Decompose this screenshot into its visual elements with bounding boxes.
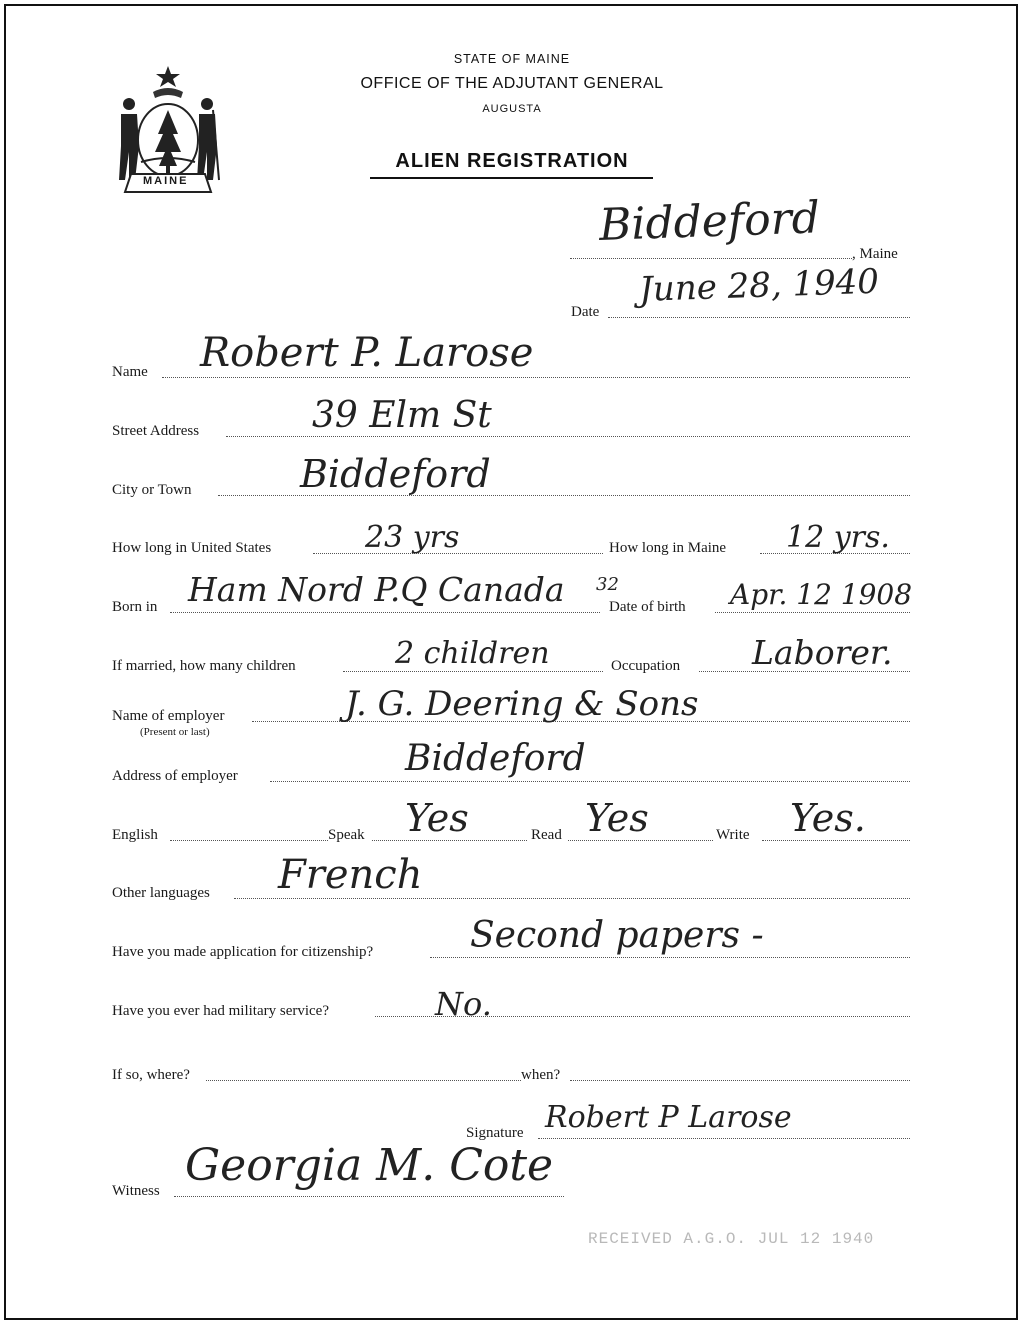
occupation-label: Occupation — [611, 658, 681, 674]
when-line — [570, 1080, 910, 1081]
title-underline — [370, 177, 653, 179]
seal-banner-text: MAINE — [143, 175, 189, 187]
english-label: English — [112, 827, 158, 843]
date-line — [608, 317, 910, 318]
city-heading: AUGUSTA — [482, 103, 542, 115]
military-label: Have you ever had military service? — [112, 1003, 329, 1019]
date-of-birth-label: Date of birth — [609, 599, 686, 615]
born-in-label: Born in — [112, 599, 158, 615]
other-languages-label: Other languages — [112, 885, 210, 901]
signature-line — [538, 1138, 910, 1139]
write-line — [762, 840, 910, 841]
date-of-birth-entry: Apr. 12 1908 — [730, 578, 913, 611]
witness-label: Witness — [112, 1183, 160, 1199]
witness-line — [174, 1196, 564, 1197]
read-entry: Yes — [585, 796, 649, 840]
street-address-label: Street Address — [112, 423, 200, 439]
date-of-birth-line — [715, 612, 910, 613]
other-languages-line — [234, 898, 910, 899]
how-long-maine-label: How long in Maine — [609, 540, 727, 556]
when-label: when? — [521, 1067, 561, 1083]
employer-address-label: Address of employer — [112, 768, 238, 784]
born-in-line — [170, 612, 600, 613]
street-address-line — [226, 436, 910, 437]
employer-entry: J. G. Deering & Sons — [345, 684, 699, 724]
citizenship-entry: Second papers - — [470, 915, 764, 956]
other-languages-entry: French — [278, 852, 423, 898]
city-or-town-entry: Biddeford — [300, 452, 491, 496]
if-so-where-line — [206, 1080, 521, 1081]
read-line — [568, 840, 713, 841]
date-label: Date — [571, 304, 600, 320]
office-heading: OFFICE OF THE ADJUTANT GENERAL — [360, 75, 664, 92]
military-entry: No. — [435, 985, 492, 1023]
how-long-us-label: How long in United States — [112, 540, 272, 556]
name-label: Name — [112, 364, 148, 380]
signature-label: Signature — [466, 1125, 524, 1141]
employer-address-line — [270, 781, 910, 782]
name-entry: Robert P. Larose — [200, 330, 534, 376]
occupation-entry: Laborer. — [752, 633, 893, 672]
read-label: Read — [531, 827, 562, 843]
birthplace-note: 32 — [596, 574, 619, 595]
town-entry: Biddeford — [598, 192, 821, 251]
years-maine-entry: 12 yrs. — [786, 520, 890, 555]
children-label: If married, how many children — [112, 658, 296, 674]
date-entry: June 28, 1940 — [638, 261, 880, 310]
street-address-entry: 39 Elm St — [312, 395, 492, 436]
speak-line — [372, 840, 527, 841]
children-line — [343, 671, 603, 672]
town-line — [570, 258, 852, 259]
form-title: ALIEN REGISTRATION — [395, 150, 629, 172]
if-so-where-label: If so, where? — [112, 1067, 190, 1083]
city-or-town-label: City or Town — [112, 482, 192, 498]
write-label: Write — [716, 827, 750, 843]
state-heading: STATE OF MAINE — [453, 52, 571, 66]
name-line — [162, 377, 910, 378]
speak-label: Speak — [328, 827, 365, 843]
citizenship-line — [430, 957, 910, 958]
children-entry: 2 children — [395, 636, 550, 671]
english-line — [170, 840, 328, 841]
signature-entry: Robert P Larose — [545, 1100, 792, 1135]
maine-label: , Maine — [852, 246, 898, 262]
employer-address-entry: Biddeford — [405, 738, 586, 779]
speak-entry: Yes — [405, 796, 469, 840]
write-entry: Yes. — [790, 796, 866, 840]
employer-label: Name of employer — [112, 708, 225, 724]
received-stamp: RECEIVED A.G.O. JUL 12 1940 — [588, 1230, 875, 1248]
citizenship-label: Have you made application for citizenship? — [112, 944, 374, 960]
birthplace-entry: Ham Nord P.Q Canada — [188, 570, 565, 609]
years-us-entry: 23 yrs — [365, 520, 460, 555]
employer-note: (Present or last) — [140, 726, 210, 738]
witness-entry: Georgia M. Cote — [185, 1140, 554, 1191]
